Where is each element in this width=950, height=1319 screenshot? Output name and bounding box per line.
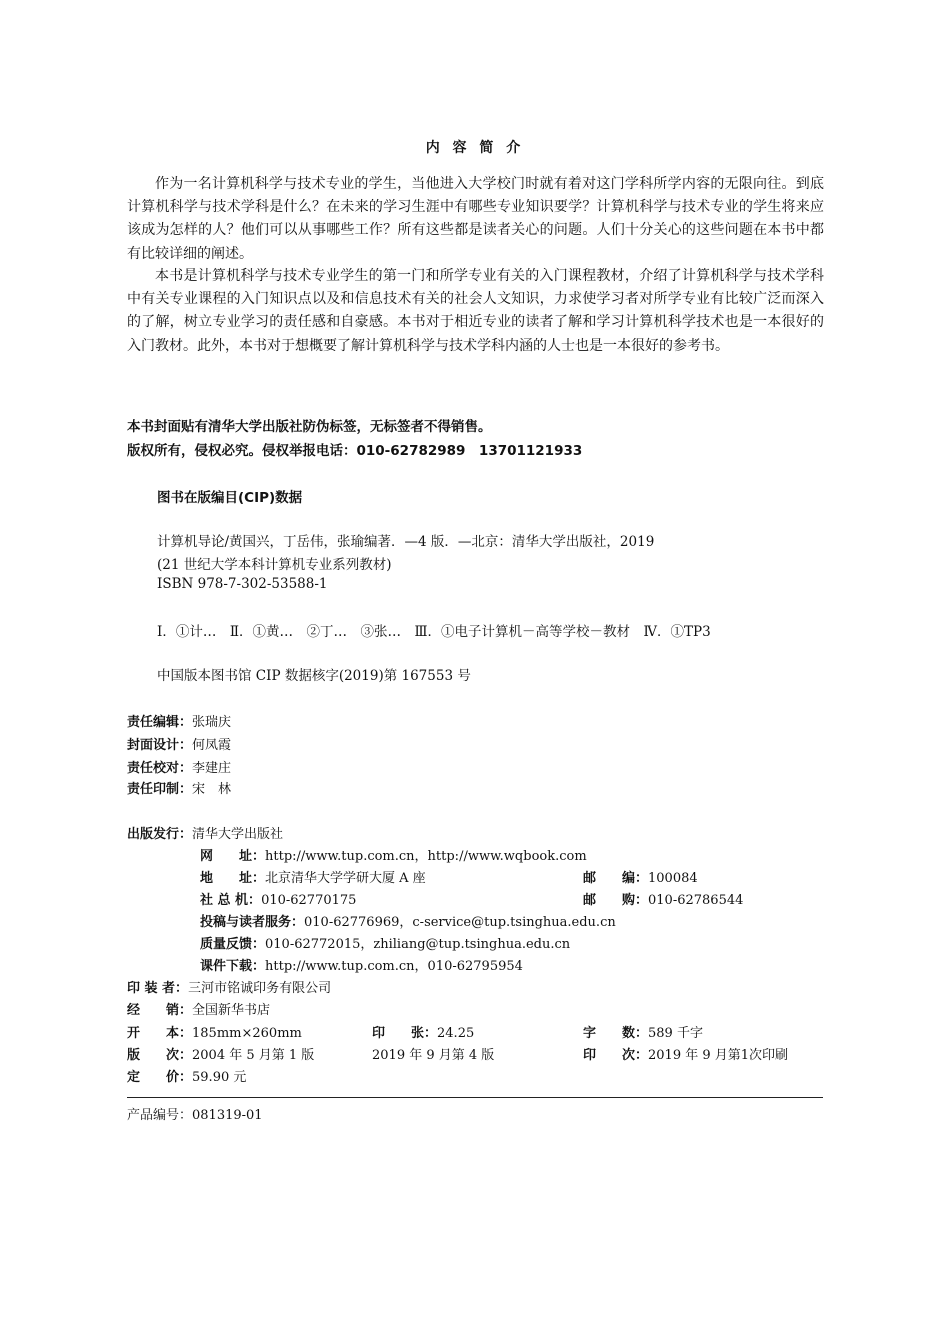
courseware-label: 课件下载： [200,959,266,974]
distributor-row [127,999,270,1018]
divider [127,1097,823,1098]
website-value: http://www.tup.com.cn，http://www.wqbook.com [265,849,587,864]
cip-classification: Ⅰ．①计… Ⅱ．①黄… ②丁… ③张… Ⅲ．①电子计算机－高等学校－教材 Ⅳ．①TP3 [157,624,711,640]
zipcode-label: 邮 编： [583,871,649,886]
mail-order-row [583,889,743,908]
reader-service-row [200,911,616,930]
staff-value: 张瑞庆 [192,715,232,730]
switchboard-value: 010-62770175 [261,893,357,908]
impression-row [583,1044,788,1063]
mail-order-value: 010-62786544 [648,893,744,908]
staff-value: 李建庄 [192,761,232,776]
zipcode-row [583,867,698,886]
printer-value: 三河市铭诚印务有限公司 [188,981,332,996]
word-count-row [583,1022,703,1041]
price-row [127,1066,246,1085]
product-number-value: 081319-01 [192,1108,263,1123]
mail-order-label: 邮 购： [583,893,649,908]
word-count-label: 字 数： [583,1026,649,1041]
staff-label: 责任编辑： [127,715,193,730]
sheets-value: 24.25 [437,1026,475,1041]
impression-label: 印 次： [583,1048,649,1063]
word-count-value: 589 千字 [648,1026,703,1041]
cip-entry: 计算机导论/黄国兴，丁岳伟，张瑜编著．—4 版．—北京：清华大学出版社，2019 [157,534,655,550]
intro-paragraph-1: 作为一名计算机科学与技术专业的学生，当他进入大学校门时就有着对这门学科所学内容的无限向往。到底计算机科学与技术学科是什么？在未来的学习生涯中有哪些专业知识要学？计算机科学与技术专业的学生将来应该成为怎样的人？他们可以从事哪些工作？所有这些都是读者关心的问题。人们十分关心的这些问题在本书中都有比较详细的阐述。 [127,176,824,262]
intro-paragraph-2: 本书是计算机科学与技术专业学生的第一门和所学专业有关的入门课程教材，介绍了计算机科学与技术学科中有关专业课程的入门知识点以及和信息技术有关的社会人文知识，力求使学习者对所学专业有比较广泛而深入的了解，树立专业学习的责任感和自豪感。本书对于相近专业的读者了解和学习计算机科学技术也是一本很好的入门教材。此外，本书对于想概要了解计算机科学与技术学科内涵的人士也是一本很好的参考书。 [127,268,824,354]
courseware-row [200,955,523,974]
cip-heading: 图书在版编目(CIP)数据 [157,490,303,506]
address-row [200,867,426,886]
feedback-label: 质量反馈： [200,937,266,952]
copyright-notice: 版权所有，侵权必究。侵权举报电话：010-62782989 13701121933 [127,443,583,459]
feedback-value: 010-62772015，zhiliang@tup.tsinghua.edu.cn [265,937,571,952]
feedback-row [200,933,570,952]
impression-value: 2019 年 9 月第1次印刷 [648,1048,789,1063]
distributor-label: 经 销： [127,1003,193,1018]
zipcode-value: 100084 [648,871,698,886]
printer-label: 印 装 者： [127,981,189,996]
staff-label: 封面设计： [127,738,193,753]
product-number-row [127,1104,263,1123]
format-value: 185mm×260mm [192,1026,302,1041]
website-label: 网 址： [200,849,266,864]
printer-row [127,977,331,996]
staff-row [127,711,231,730]
publisher-name: 清华大学出版社 [192,827,284,842]
sheets-label: 印 张： [372,1026,438,1041]
courseware-value: http://www.tup.com.cn，010-62795954 [265,959,523,974]
switchboard-row [200,889,356,908]
distributor-value: 全国新华书店 [192,1003,271,1018]
edition-row [127,1044,314,1063]
staff-row [127,778,231,797]
staff-row [127,757,231,776]
section-title: 内 容 简 介 [425,140,525,156]
edition-current: 2019 年 9 月第 4 版 [372,1048,495,1063]
cip-isbn: ISBN 978-7-302-53588-1 [157,576,328,592]
anti-counterfeit-notice: 本书封面贴有清华大学出版社防伪标签，无标签者不得销售。 [127,419,492,435]
sheets-row [372,1022,474,1041]
reader-service-value: 010-62776969，c-service@tup.tsinghua.edu.cn [304,915,616,930]
reader-service-label: 投稿与读者服务： [200,915,305,930]
format-label: 开 本： [127,1026,193,1041]
publisher-row [127,823,283,842]
price-value: 59.90 元 [192,1070,247,1085]
edition-label: 版 次： [127,1048,193,1063]
edition-value: 2004 年 5 月第 1 版 [192,1048,315,1063]
staff-value: 何凤霞 [192,738,232,753]
staff-label: 责任印制： [127,782,193,797]
staff-label: 责任校对： [127,761,193,776]
switchboard-label: 社 总 机： [200,893,262,908]
cip-record-number: 中国版本图书馆 CIP 数据核字(2019)第 167553 号 [157,668,471,684]
address-label: 地 址： [200,871,266,886]
publisher-label: 出版发行： [127,827,193,842]
website-row [200,845,587,864]
product-number-label: 产品编号： [127,1108,193,1123]
price-label: 定 价： [127,1070,193,1085]
staff-row [127,734,231,753]
cip-series: (21 世纪大学本科计算机专业系列教材) [157,557,392,573]
format-row [127,1022,302,1041]
address-value: 北京清华大学学研大厦 A 座 [265,871,426,886]
staff-value: 宋 林 [192,782,232,797]
